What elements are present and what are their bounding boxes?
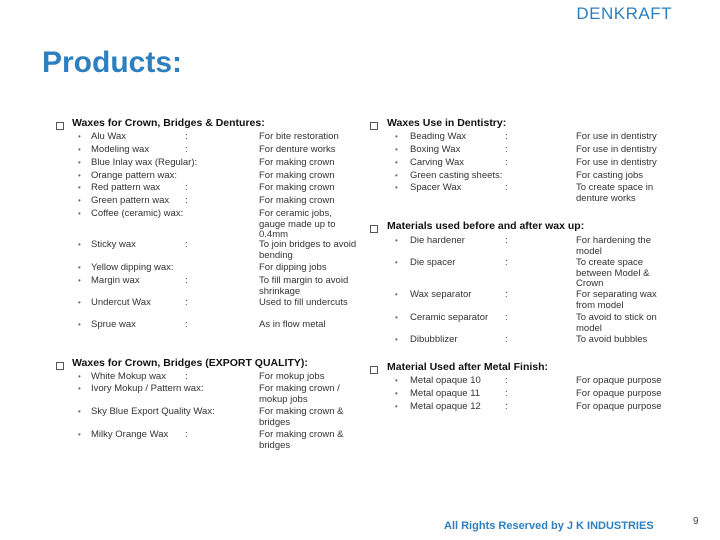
- list-item-bullet: •: [78, 320, 81, 329]
- list-item-name: Boxing Wax: [410, 144, 461, 155]
- list-item-bullet: •: [78, 158, 81, 167]
- list-item-name: Die hardener: [410, 235, 465, 246]
- list-item-colon: :: [505, 235, 508, 246]
- brand-logo-text: DENKRAFT: [576, 4, 672, 23]
- list-item-name: Coffee (ceramic) wax:: [91, 208, 184, 219]
- list-item-name: Green pattern wax: [91, 195, 170, 206]
- list-item-name: Blue Inlay wax (Regular):: [91, 157, 198, 168]
- list-item-use: For ceramic jobs, gauge made up to 0.4mm: [259, 208, 336, 240]
- list-item-name: Sticky wax: [91, 239, 136, 250]
- list-item-bullet: •: [395, 389, 398, 398]
- metal_finish-section-bullet-icon: [370, 366, 378, 374]
- list-item-name: Alu Wax: [91, 131, 127, 142]
- list-item-bullet: •: [395, 158, 398, 167]
- list-item-bullet: •: [395, 313, 398, 322]
- list-item-colon: :: [185, 131, 188, 142]
- materials-section-bullet-icon: [370, 225, 378, 233]
- list-item-use: For opaque purpose: [576, 401, 662, 412]
- list-item-bullet: •: [78, 183, 81, 192]
- list-item-name: Ivory Mokup / Pattern wax:: [91, 383, 204, 394]
- list-item-colon: :: [185, 275, 188, 286]
- list-item-bullet: •: [395, 376, 398, 385]
- list-item-use: To avoid to stick on model: [576, 312, 657, 334]
- list-item-name: Undercut Wax: [91, 297, 151, 308]
- list-item-bullet: •: [78, 145, 81, 154]
- list-item-bullet: •: [395, 145, 398, 154]
- list-item-use: To create space in denture works: [576, 182, 654, 204]
- list-item-bullet: •: [395, 171, 398, 180]
- list-item-name: Metal opaque 10: [410, 375, 481, 386]
- list-item-use: For making crown / mokup jobs: [259, 383, 340, 405]
- list-item-use: For use in dentistry: [576, 144, 657, 155]
- list-item-colon: :: [505, 401, 508, 412]
- list-item-name: Metal opaque 12: [410, 401, 481, 412]
- list-item-use: To create space between Model & Crown: [576, 257, 650, 289]
- metal_finish-section-heading: Material Used after Metal Finish:: [387, 361, 549, 373]
- list-item-name: Metal opaque 11: [410, 388, 481, 399]
- dentistry-section-bullet-icon: [370, 122, 378, 130]
- list-item-bullet: •: [395, 402, 398, 411]
- list-item-name: Sky Blue Export Quality Wax:: [91, 406, 215, 417]
- list-item-colon: :: [185, 371, 188, 382]
- list-item-use: For opaque purpose: [576, 375, 662, 386]
- export-section-bullet-icon: [56, 362, 64, 370]
- list-item-use: For separating wax from model: [576, 289, 657, 311]
- list-item-use: To fill margin to avoid shrinkage: [259, 275, 349, 297]
- list-item-bullet: •: [78, 276, 81, 285]
- list-item-name: Green casting sheets:: [410, 170, 503, 181]
- list-item-use: For denture works: [259, 144, 336, 155]
- list-item-colon: :: [185, 195, 188, 206]
- list-item-use: For making crown & bridges: [259, 406, 344, 428]
- list-item-name: Yellow dipping wax:: [91, 262, 174, 273]
- list-item-use: For making crown: [259, 182, 335, 193]
- crown_bridges-section-bullet-icon: [56, 122, 64, 130]
- list-item-colon: :: [505, 157, 508, 168]
- list-item-use: For making crown: [259, 170, 335, 181]
- list-item-colon: :: [505, 312, 508, 323]
- list-item-colon: :: [185, 239, 188, 250]
- list-item-name: White Mokup wax: [91, 371, 166, 382]
- list-item-name: Red pattern wax: [91, 182, 161, 193]
- list-item-use: For dipping jobs: [259, 262, 327, 273]
- list-item-colon: :: [185, 429, 188, 440]
- list-item-colon: :: [505, 257, 508, 268]
- list-item-bullet: •: [78, 372, 81, 381]
- list-item-bullet: •: [78, 171, 81, 180]
- list-item-name: Sprue wax: [91, 319, 136, 330]
- list-item-colon: :: [185, 297, 188, 308]
- list-item-bullet: •: [78, 132, 81, 141]
- list-item-name: Modeling wax: [91, 144, 150, 155]
- list-item-colon: :: [505, 334, 508, 345]
- list-item-colon: :: [505, 375, 508, 386]
- list-item-bullet: •: [395, 335, 398, 344]
- list-item-use: Used to fill undercuts: [259, 297, 348, 308]
- list-item-name: Dibubblizer: [410, 334, 458, 345]
- list-item-bullet: •: [78, 209, 81, 218]
- footer-copyright: All Rights Reserved by J K INDUSTRIES: [444, 520, 654, 532]
- list-item-colon: :: [505, 388, 508, 399]
- list-item-use: For casting jobs: [576, 170, 644, 181]
- list-item-colon: :: [505, 144, 508, 155]
- list-item-bullet: •: [78, 196, 81, 205]
- materials-section-heading: Materials used before and after wax up:: [387, 220, 585, 232]
- list-item-use: For hardening the model: [576, 235, 651, 257]
- crown_bridges-section-heading: Waxes for Crown, Bridges & Dentures:: [72, 117, 265, 129]
- list-item-colon: :: [185, 182, 188, 193]
- list-item-name: Carving Wax: [410, 157, 465, 168]
- list-item-bullet: •: [395, 258, 398, 267]
- list-item-bullet: •: [78, 407, 81, 416]
- dentistry-section-heading: Waxes Use in Dentistry:: [387, 117, 507, 129]
- list-item-use: For making crown & bridges: [259, 429, 344, 451]
- list-item-bullet: •: [78, 263, 81, 272]
- list-item-bullet: •: [395, 236, 398, 245]
- list-item-use: For making crown: [259, 195, 335, 206]
- list-item-name: Ceramic separator: [410, 312, 489, 323]
- list-item-colon: :: [505, 289, 508, 300]
- list-item-bullet: •: [395, 183, 398, 192]
- list-item-use: To join bridges to avoid bending: [259, 239, 357, 261]
- list-item-name: Milky Orange Wax: [91, 429, 169, 440]
- list-item-colon: :: [185, 144, 188, 155]
- list-item-colon: :: [185, 319, 188, 330]
- list-item-use: As in flow metal: [259, 319, 326, 330]
- list-item-use: For opaque purpose: [576, 388, 662, 399]
- list-item-name: Orange pattern wax:: [91, 170, 178, 181]
- list-item-name: Die spacer: [410, 257, 456, 268]
- list-item-bullet: •: [78, 430, 81, 439]
- list-item-bullet: •: [395, 132, 398, 141]
- page-title: Products:: [42, 46, 183, 79]
- list-item-use: To avoid bubbles: [576, 334, 648, 345]
- page-number: 9: [693, 516, 699, 527]
- list-item-name: Margin wax: [91, 275, 140, 286]
- list-item-name: Wax separator: [410, 289, 472, 300]
- list-item-colon: :: [505, 131, 508, 142]
- list-item-use: For bite restoration: [259, 131, 339, 142]
- list-item-use: For making crown: [259, 157, 335, 168]
- list-item-use: For use in dentistry: [576, 157, 657, 168]
- list-item-bullet: •: [78, 384, 81, 393]
- list-item-bullet: •: [395, 290, 398, 299]
- list-item-use: For mokup jobs: [259, 371, 325, 382]
- list-item-colon: :: [505, 182, 508, 193]
- list-item-use: For use in dentistry: [576, 131, 657, 142]
- list-item-name: Beading Wax: [410, 131, 467, 142]
- list-item-bullet: •: [78, 298, 81, 307]
- list-item-name: Spacer Wax: [410, 182, 462, 193]
- list-item-bullet: •: [78, 240, 81, 249]
- export-section-heading: Waxes for Crown, Bridges (EXPORT QUALITY):: [72, 357, 308, 369]
